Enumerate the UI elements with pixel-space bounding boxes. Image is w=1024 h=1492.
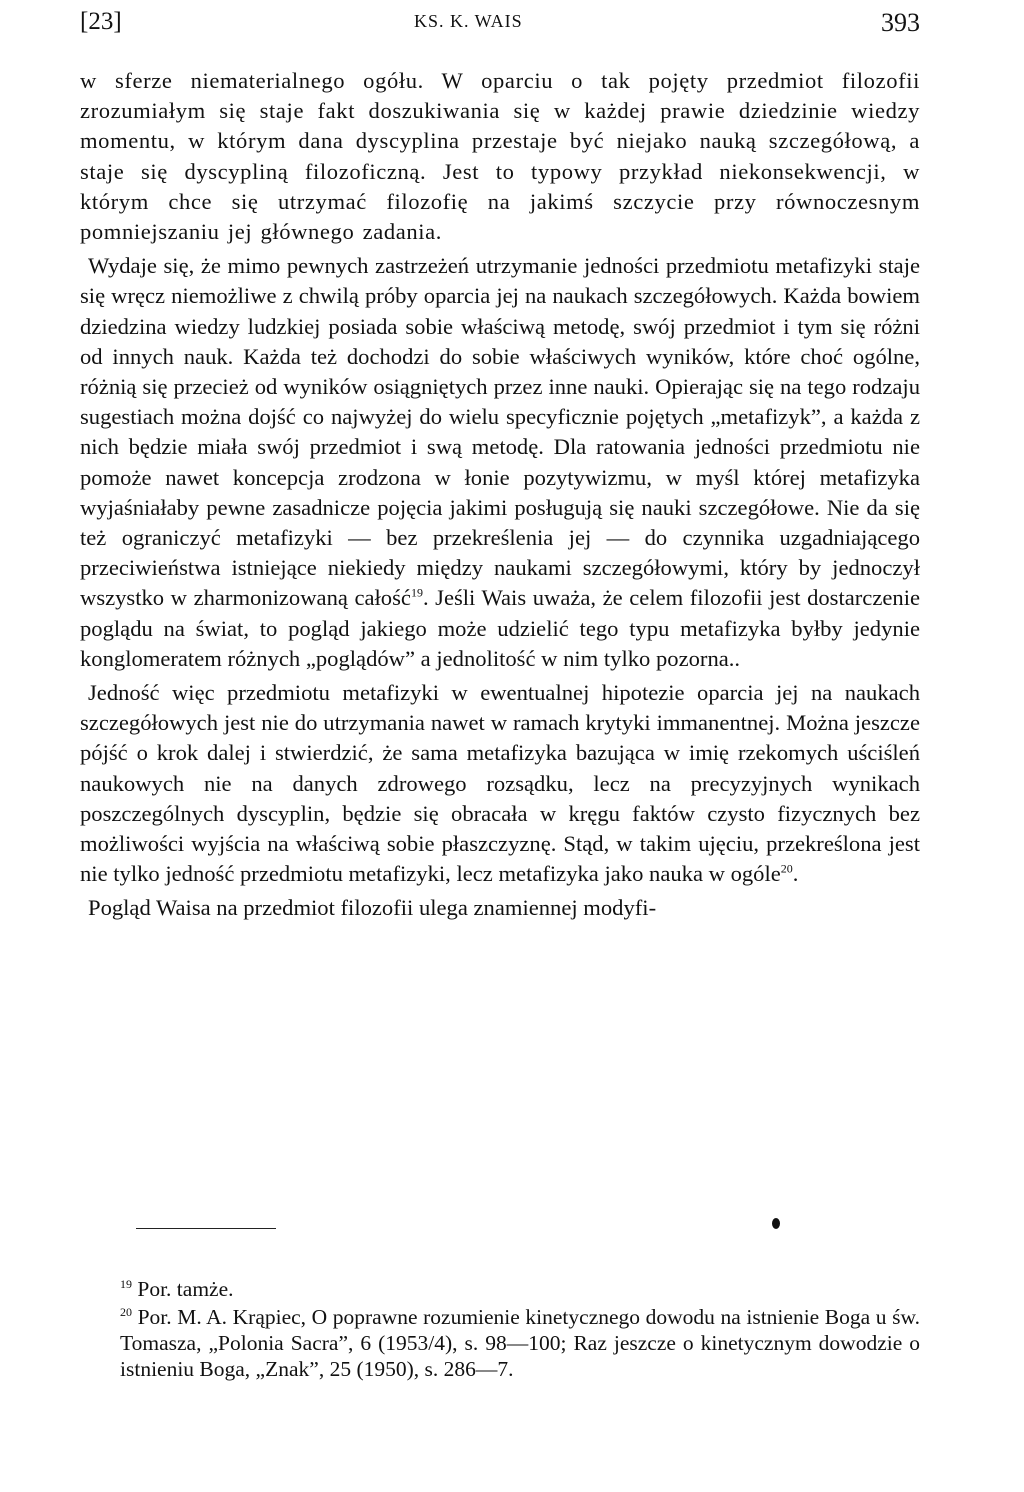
paragraph-1: [80, 66, 920, 247]
paragraph-3-text-after: .: [792, 861, 799, 887]
paragraph-4: [80, 893, 920, 923]
footnote-19: [120, 1276, 920, 1302]
footnote-ref-20: 20: [780, 861, 793, 876]
footnotes: [120, 1276, 920, 1384]
section-number: [23]: [80, 8, 122, 35]
paragraph-3: [80, 678, 920, 889]
footnote-number: 19: [120, 1276, 132, 1291]
main-text: [80, 66, 920, 928]
footnote-ref-19: 19: [410, 585, 423, 600]
paragraph-2: [80, 251, 920, 674]
footnote-text: Por. tamże.: [137, 1277, 234, 1301]
page-number: 393: [881, 8, 920, 37]
footnote-20: [120, 1304, 920, 1382]
running-head: KS. K. WAIS: [414, 11, 523, 31]
page-header: [80, 8, 920, 48]
paragraph-2-text: Wydaje się, że mimo pewnych zastrzeżeń utrzymanie jedności przedmiotu metafizyki staje się wręcz niemożliwe z chwilą próby oparcia jej na naukach szczegółowych. Każda bowiem dziedzina wiedzy ludzkiej posiada sobie właściwą metodę, swój przedmiot i tym się różni od innych nauk. Każda też dochodzi do sobie właściwych wyników, które choć ogólne, różnią się przecież od wyników osiągniętych przez inne nauki. Opierając się na tego rodzaju sugestiach można dojść co najwyżej do wielu specyficznie pojętych „metafizyk”, a każda z nich będzie miała swój przedmiot i swą metodę. Dla ratowania jedności przedmiotu nie pomoże nawet koncepcja zrodzona w łonie pozytywizmu, w myśl której metafizyka wyjaśniałaby pewne zasadnicze pojęcia jakimi posługują się nauki szczegółowe. Nie da się też ograniczyć metafizyki — bez przekreślenia jej — do czynnika uzgadniającego przeciwieństwa istniejące niekiedy między naukami szczegółowymi, który by jednoczył wszystko w zharmonizowaną całość: [80, 253, 920, 611]
paragraph-3-text: Jedność więc przedmiotu metafizyki w ewentualnej hipotezie oparcia jej na naukach szczegółowych jest nie do utrzymania nawet w ramach krytyki immanentnej. Można jeszcze pójść o krok dalej i stwierdzić, że sama metafizyka bazująca w imię rzekomych uściśleń naukowych nie na danych zdrowego rozsądku, lecz na precyzyjnych wynikach poszczególnych dyscyplin, będzie się obracała w kręgu faktów czysto fizycznych bez możliwości wyjścia na właściwą sobie płaszczyznę. Stąd, w takim ujęciu, przekreślona jest nie tylko jedność przedmiotu metafizyki, lecz metafizyka jako nauka w ogóle: [80, 680, 920, 887]
footnote-text: Por. M. A. Krąpiec, O poprawne rozumienie kinetycznego dowodu na istnienie Boga u św. Tomasza, „Polonia Sacra”, 6 (1953/4), s. 98—100; Raz jeszcze o kinetycznym dowodzie o istnieniu Boga, „Znak”, 25 (1950), s. 286—7.: [120, 1305, 920, 1381]
footnote-divider: [136, 1228, 276, 1229]
paragraph-2-text-after: . Jeśli Wais uważa, że celem filozofii jest dostarczenie poglądu na świat, to pogląd jakiego może udzielić tego typu metafizyka byłby jedynie konglomeratem różnych „poglądów” a jednolitość w nim tylko pozorna..: [80, 585, 920, 671]
paragraph-1-text: w sferze niematerialnego ogółu. W oparciu o tak pojęty przedmiot filozofii zrozumiałym się staje fakt doszukiwania się w każdej prawie dziedzinie wiedzy momentu, w którym dana dyscyplina przestaje być niejako nauką szczegółową, a staje się dyscypliną filozoficzną. Jest to typowy przykład niekonsekwencji, w którym chce się utrzymać filozofię na jakimś szczycie przy równoczesnym pomniejszaniu jej głównego zadania.: [80, 68, 920, 245]
footnote-number: 20: [120, 1304, 132, 1319]
paragraph-4-text: Pogląd Waisa na przedmiot filozofii ulega znamiennej modyfi-: [88, 895, 657, 921]
ink-dot: [772, 1218, 780, 1229]
